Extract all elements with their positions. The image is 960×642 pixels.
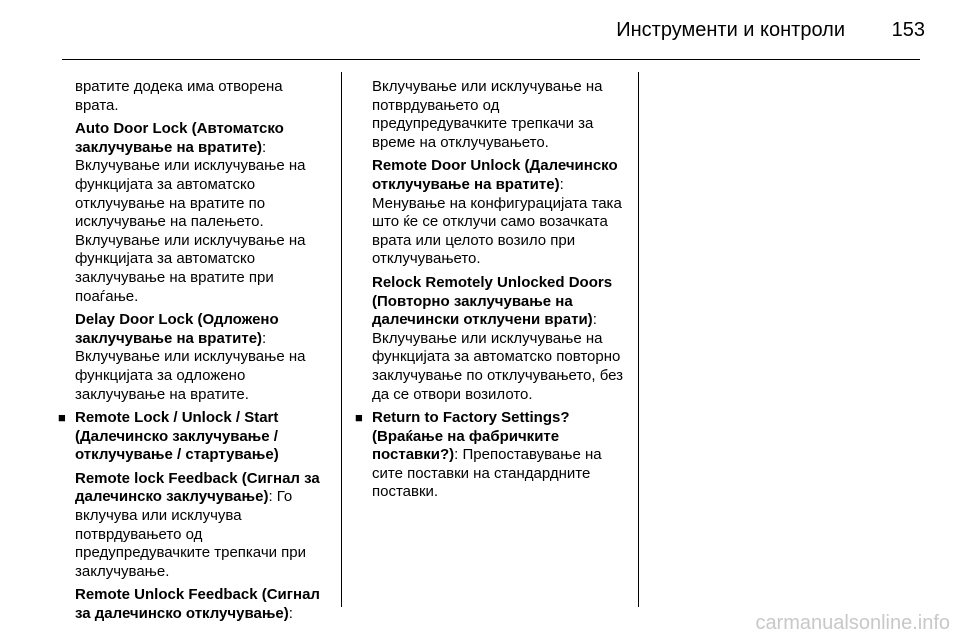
- setting-name: Remote lock Feedback (Сигнал за далечинско заклучување): [75, 469, 320, 506]
- page-number: 153: [891, 19, 925, 41]
- text-column-1: [58, 78, 328, 624]
- watermark: carmanualsonline.info: [755, 612, 950, 634]
- setting-name: Remote Door Unlock (Далечинско отклучување на вратите): [372, 157, 618, 193]
- paragraph: [58, 586, 328, 623]
- setting-description: : Го вклучува или исклучува потврдувањето од предупредувачките трепкачи при заклучување.: [75, 488, 307, 580]
- setting-description: :: [288, 605, 293, 623]
- section-heading: Return to Factory Settings? (Враќање на фабричките поставки?): [372, 409, 570, 464]
- setting-description: : Вклучување или исклучување на функцијата за одложено заклучување на вратите.: [75, 329, 306, 403]
- column-divider-left: [341, 72, 342, 607]
- text-column-2: [355, 78, 625, 502]
- paragraph: [58, 120, 328, 306]
- paragraph: [355, 274, 625, 404]
- column-divider-right: [638, 72, 639, 607]
- paragraph: [355, 157, 625, 269]
- setting-name: Delay Door Lock (Одложено заклучување на вратите): [75, 311, 279, 347]
- setting-name: Relock Remotely Unlocked Doors (Повторно заклучување на далечински отклучени врати): [372, 273, 613, 329]
- setting-description: : Вклучување или исклучување на функцијата за автоматско отклучување на вратите по исклучување на палењето. Вклучување или исклучување на функцијата за автоматско заклучување на вратите при поаѓање.: [75, 138, 306, 305]
- bullet-square-icon: ■: [355, 410, 363, 426]
- page-title: Инструменти и контроли: [616, 19, 845, 41]
- paragraph: [58, 470, 328, 582]
- setting-name: Auto Door Lock (Автоматско заклучување на вратите): [75, 120, 284, 156]
- paragraph: [58, 311, 328, 404]
- setting-description: : Вклучување или исклучување на функцијата за автоматско повторно заклучување по отклучувањето, без да се отвори возилото.: [372, 311, 624, 403]
- bullet-square-icon: ■: [58, 410, 66, 426]
- setting-description: : Препоставување на сите поставки на стандардните поставки.: [372, 446, 602, 501]
- paragraph: Вклучување или исклучување на потврдувањето од предупредувачките трепкачи за време на отклучувањето.: [372, 78, 603, 151]
- setting-description: : Менување на конфигурацијата така што ќе се отклучи само возачката врата или целото возило при отклучувањето.: [372, 175, 622, 268]
- paragraph: вратите додека има отворена врата.: [75, 78, 283, 114]
- setting-name: Remote Unlock Feedback (Сигнал за далечинско отклучување): [75, 586, 320, 623]
- bullet-item: [58, 409, 328, 465]
- bullet-item: [355, 409, 625, 502]
- section-heading: Remote Lock / Unlock / Start (Далечинско заклучување / отклучување / стартување): [75, 409, 279, 464]
- header-rule: [62, 59, 920, 60]
